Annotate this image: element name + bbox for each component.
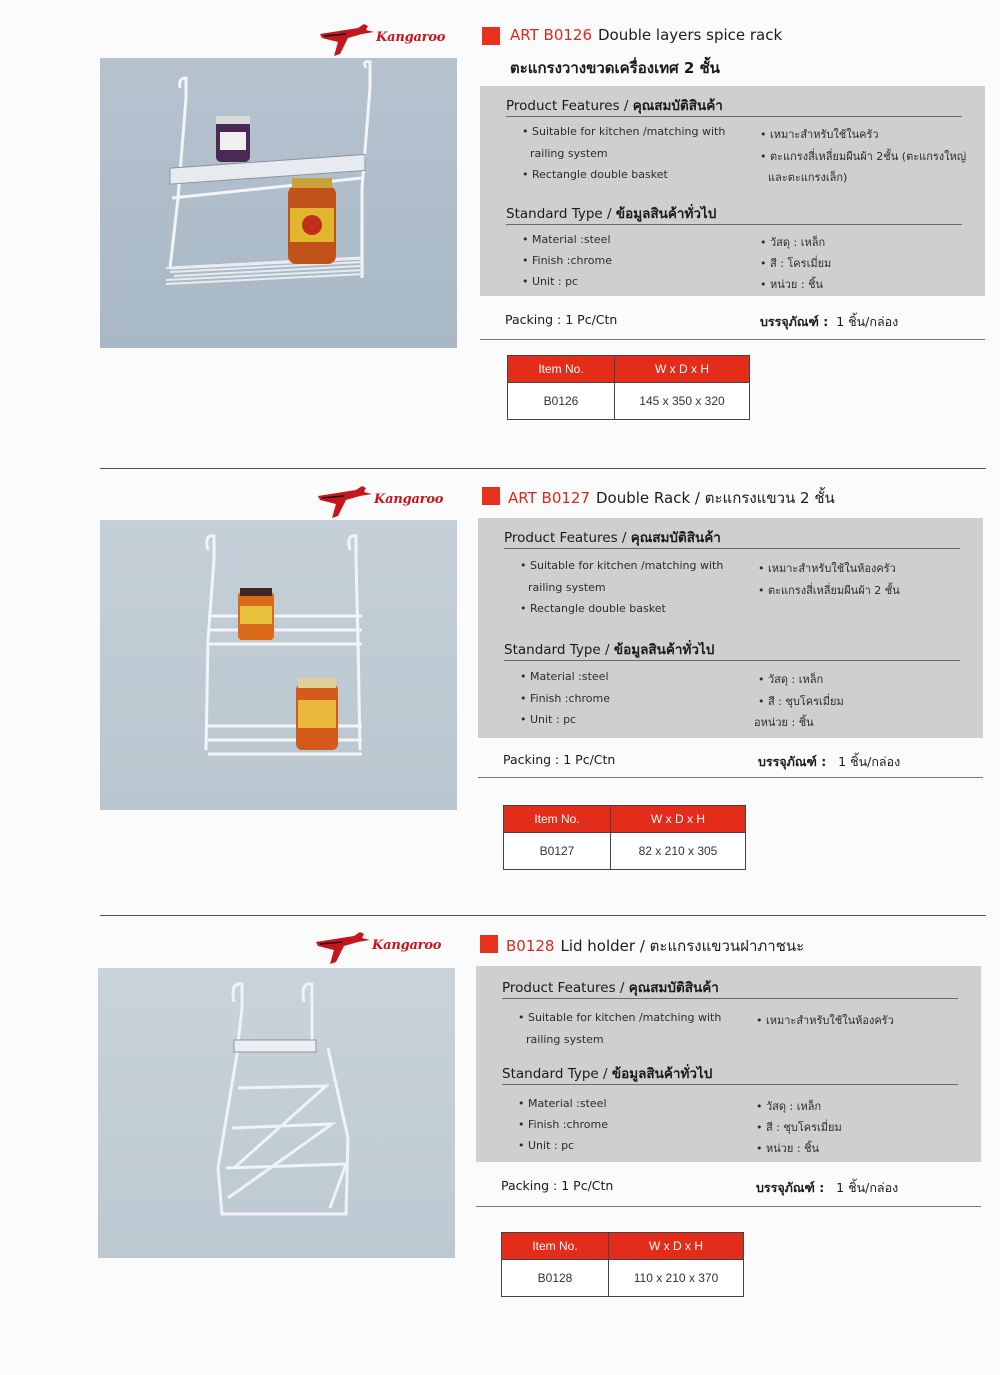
col-item-no: Item No. — [502, 1233, 609, 1260]
product-code: ART B0126 — [510, 26, 592, 44]
dimensions-cell: 82 x 210 x 305 — [611, 833, 746, 870]
standard-header: Standard Type / ข้อมูลสินค้าทั่วไป — [502, 1066, 713, 1082]
spice-rack-illustration — [100, 58, 457, 348]
feature-th-3: และตะแกรงเล็ก) — [768, 171, 848, 184]
features-header: Product Features / คุณสมบัติสินค้า — [504, 530, 721, 546]
standard-th-1: • วัสดุ : เหล็ก — [756, 1100, 822, 1113]
spec-panel — [476, 966, 981, 1162]
item-no-cell: B0126 — [508, 383, 615, 420]
spec-panel — [478, 518, 983, 738]
product-photo — [100, 58, 457, 348]
feature-en-2: railing system — [526, 1033, 604, 1046]
product-code: ART B0127 — [508, 489, 590, 507]
feature-en-1: • Suitable for kitchen /matching with — [518, 1011, 722, 1024]
col-item-no: Item No. — [504, 806, 611, 833]
item-no-cell: B0128 — [502, 1260, 609, 1297]
feature-th-1: • เหมาะสำหรับใช้ในห้องครัว — [758, 562, 896, 575]
packing-th: บรรจุภัณฑ์ : 1 ชิ้น/กล่อง — [760, 314, 899, 329]
standard-th-2: • สี : ชุบโครเมี่ยม — [756, 1121, 842, 1134]
kangaroo-logo-icon — [316, 486, 376, 520]
brand-logo — [314, 930, 464, 970]
product-name: Lid holder / ตะแกรงแขวนฝาภาชนะ — [560, 937, 805, 955]
packing-th: บรรจุภัณฑ์ : 1 ชิ้น/กล่อง — [758, 754, 901, 769]
standard-header: Standard Type / ข้อมูลสินค้าทั่วไป — [504, 642, 715, 658]
feature-en-3: • Rectangle double basket — [520, 602, 666, 615]
col-item-no: Item No. — [508, 356, 615, 383]
feature-en-3: • Rectangle double basket — [522, 168, 668, 181]
packing-en: Packing : 1 Pc/Ctn — [501, 1178, 614, 1193]
standard-en-1: • Material :steel — [522, 233, 611, 246]
standard-th-2: • สี : โครเมี่ยม — [760, 257, 832, 270]
table-row — [504, 833, 746, 870]
product-photo — [98, 968, 455, 1258]
brand-name: Kangaroo — [376, 30, 446, 45]
lid-holder-illustration — [98, 968, 455, 1258]
feature-th-2: • ตะแกรงสี่เหลี่ยมผืนผ้า 2ชั้น (ตะแกรงใหญ่ — [760, 150, 967, 163]
standard-en-2: • Finish :chrome — [520, 692, 611, 705]
feature-en-2: railing system — [528, 581, 606, 594]
col-dimensions: W x D x H — [609, 1233, 744, 1260]
spec-panel — [480, 86, 985, 296]
standard-en-2: • Finish :chrome — [522, 254, 613, 267]
feature-th-1: • เหมาะสำหรับใช้ในครัว — [760, 128, 879, 141]
product-name: Double layers spice rack — [598, 26, 783, 44]
dimension-table — [503, 805, 746, 870]
product-subtitle-th: ตะแกรงวางขวดเครื่องเทศ 2 ชั้น — [510, 59, 720, 77]
standard-th-1: • วัสดุ : เหล็ก — [760, 236, 826, 249]
brand-logo — [318, 22, 468, 62]
standard-th-3: • หน่วย : ชิ้น — [756, 1142, 820, 1155]
product-section-b0127 — [0, 462, 1000, 912]
product-code: B0128 — [506, 937, 555, 955]
feature-en-1: • Suitable for kitchen /matching with — [520, 559, 724, 572]
dimensions-cell: 110 x 210 x 370 — [609, 1260, 744, 1297]
standard-th-2: • สี : ชุบโครเมี่ยม — [758, 695, 844, 708]
packing-en: Packing : 1 Pc/Ctn — [503, 752, 616, 767]
standard-en-3: • Unit : pc — [522, 275, 579, 288]
col-dimensions: W x D x H — [611, 806, 746, 833]
brand-name: Kangaroo — [372, 938, 442, 953]
dimensions-cell: 145 x 350 x 320 — [615, 383, 750, 420]
product-section-b0128 — [0, 910, 1000, 1360]
packing-en: Packing : 1 Pc/Ctn — [505, 312, 618, 327]
standard-th-3: • หน่วย : ชิ้น — [760, 278, 824, 291]
table-row — [508, 383, 750, 420]
features-header: Product Features / คุณสมบัติสินค้า — [506, 98, 723, 114]
dimension-table — [507, 355, 750, 420]
features-header: Product Features / คุณสมบัติสินค้า — [502, 980, 719, 996]
col-dimensions: W x D x H — [615, 356, 750, 383]
title-square-marker — [482, 27, 500, 45]
standard-en-1: • Material :steel — [520, 670, 609, 683]
packing-th: บรรจุภัณฑ์ : 1 ชิ้น/กล่อง — [756, 1180, 899, 1195]
product-photo — [100, 520, 457, 810]
feature-en-2: railing system — [530, 147, 608, 160]
product-name: Double Rack / ตะแกรงแขวน 2 ชั้น — [596, 489, 835, 507]
standard-en-3: • Unit : pc — [520, 713, 577, 726]
kangaroo-logo-icon — [318, 24, 378, 58]
item-no-cell: B0127 — [504, 833, 611, 870]
standard-th-3: อหน่วย : ชิ้น — [754, 716, 814, 729]
product-section-b0126 — [0, 0, 1000, 450]
standard-en-1: • Material :steel — [518, 1097, 607, 1110]
brand-name: Kangaroo — [374, 492, 444, 507]
standard-en-3: • Unit : pc — [518, 1139, 575, 1152]
standard-en-2: • Finish :chrome — [518, 1118, 609, 1131]
double-rack-illustration — [100, 520, 457, 810]
title-square-marker — [482, 487, 500, 505]
feature-th-2: • ตะแกรงสี่เหลี่ยมผืนผ้า 2 ชั้น — [758, 584, 900, 597]
feature-en-1: • Suitable for kitchen /matching with — [522, 125, 726, 138]
kangaroo-logo-icon — [314, 932, 374, 966]
standard-header: Standard Type / ข้อมูลสินค้าทั่วไป — [506, 206, 717, 222]
feature-th-1: • เหมาะสำหรับใช้ในห้องครัว — [756, 1014, 894, 1027]
table-row — [502, 1260, 744, 1297]
standard-th-1: • วัสดุ : เหล็ก — [758, 673, 824, 686]
dimension-table — [501, 1232, 744, 1297]
title-square-marker — [480, 935, 498, 953]
brand-logo — [316, 484, 466, 524]
